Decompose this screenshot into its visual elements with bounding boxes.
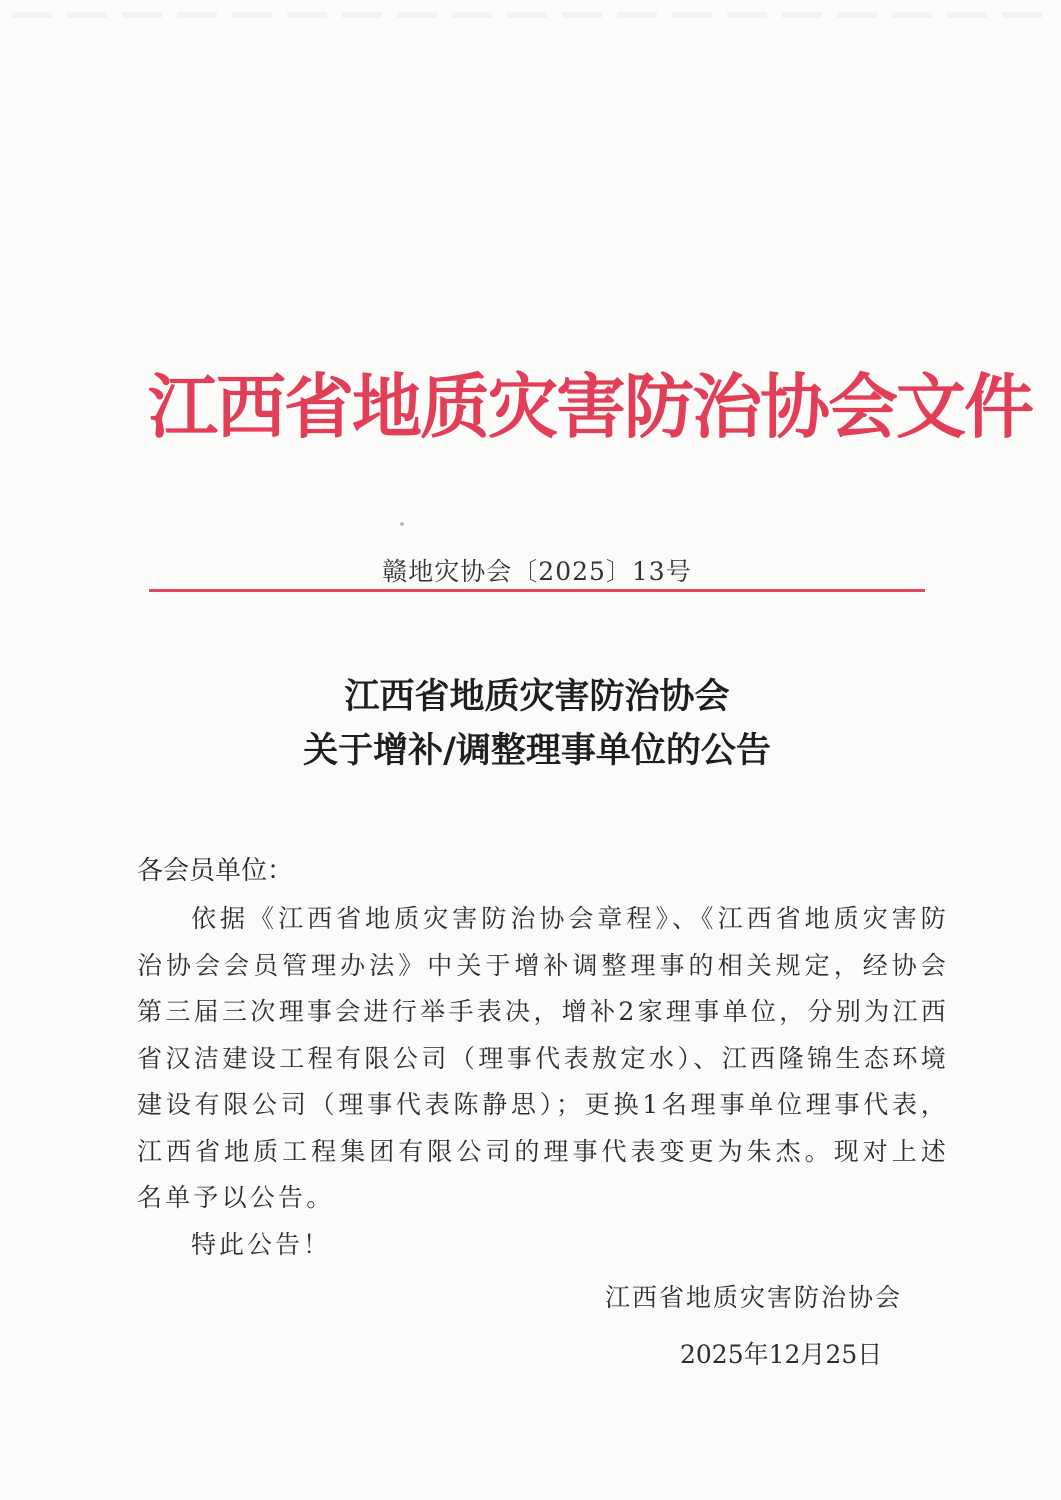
salutation: 各会员单位： — [137, 856, 294, 886]
scan-speck — [400, 522, 404, 526]
body-text — [137, 896, 949, 1222]
title-line-2: 关于增补/调整理事单位的公告 — [303, 730, 771, 771]
body-paragraph: 依据《江西省地质灾害防治协会章程》、《江西省地质灾害防治协会会员管理办法》中关于增补调整理事的相关规定，经协会第三届三次理事会进行举手表决，增补2家理事单位，分别为江西省汉洁建设工程有限公司（理事代表敖定水）、江西隆锦生态环境建设有限公司（理事代表陈静思）；更换1名理事单位理事代表，江西省地质工程集团有限公司的理事代表变更为朱杰。现对上述名单予以公告。 — [137, 904, 949, 1212]
document-number: 赣地灾协会〔2025〕13号 — [382, 557, 692, 586]
signature-date: 2025年12月25日 — [680, 1340, 883, 1369]
signature-organization: 江西省地质灾害防治协会 — [605, 1283, 903, 1312]
announcement-title — [150, 670, 924, 778]
red-divider-rule — [149, 589, 925, 592]
closing-line: 特此公告！ — [191, 1230, 332, 1259]
title-line-1: 江西省地质灾害防治协会 — [344, 676, 730, 717]
scan-edge-artifact — [12, 12, 1049, 18]
red-header-title: 江西省地质灾害防治协会文件 — [148, 365, 1032, 448]
